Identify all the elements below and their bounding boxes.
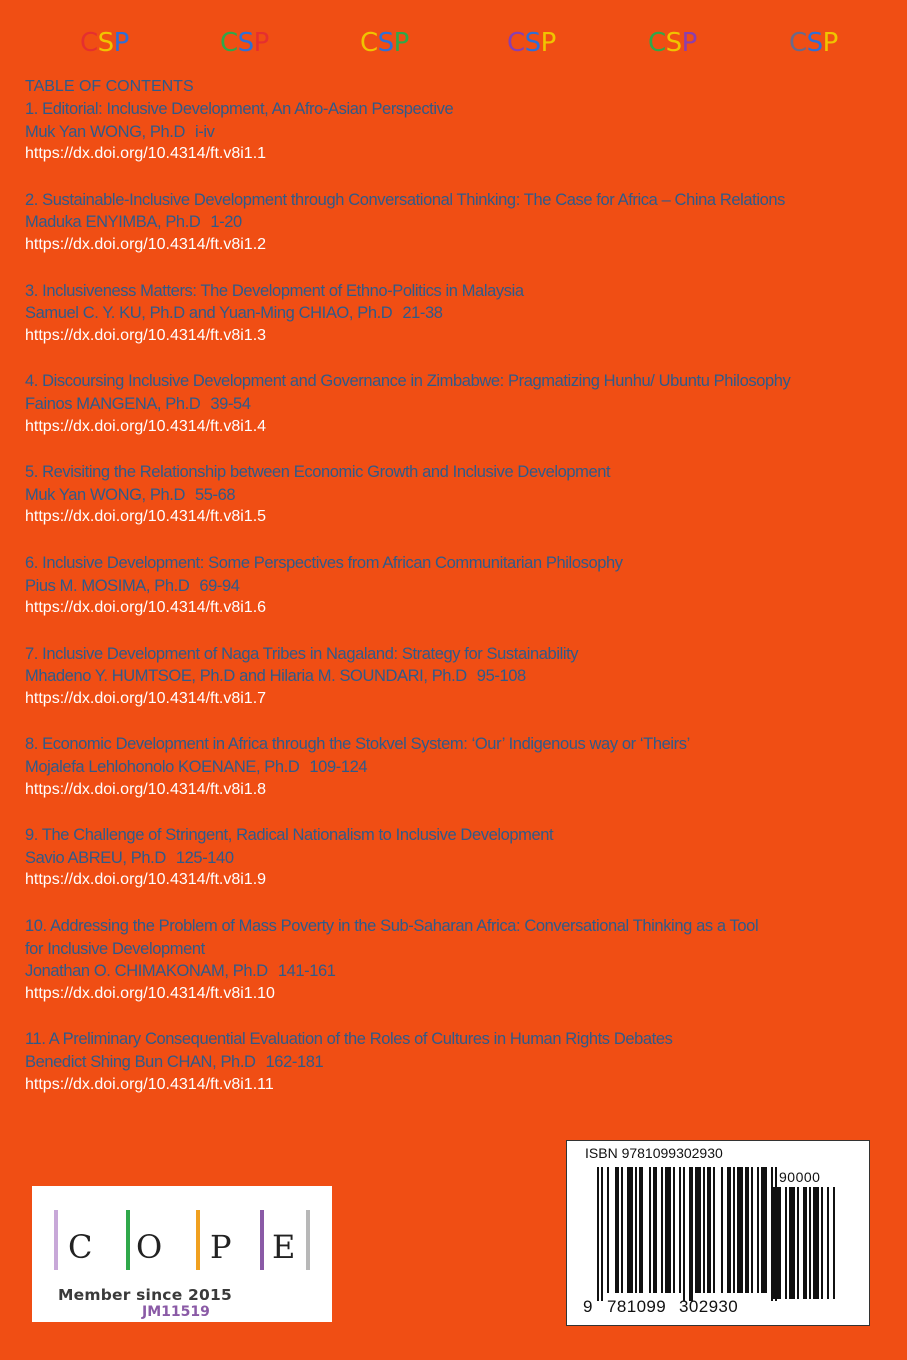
toc-entry-pages: 125-140 [175,848,234,867]
barcode-bar [661,1167,663,1293]
toc-entry-pages: i-iv [194,122,215,141]
toc-entry-pages: 162-181 [265,1053,324,1071]
addon-number: 90000 [779,1169,821,1185]
toc-entry [25,824,885,892]
toc-entry-byline [25,847,885,870]
addon-bars [773,1187,857,1301]
barcode-bar [689,1167,693,1301]
csp-logo-letter: S [377,28,394,58]
csp-logo-letter: C [507,28,525,58]
toc-entry-author: Muk Yan WONG, Ph.D [25,485,185,504]
cope-letter: P [210,1228,232,1266]
toc-entry-author: Mojalefa Lehlohonolo KOENANE, Ph.D [25,758,300,777]
barcode-bar [649,1167,651,1293]
toc-entry [25,552,885,620]
barcode-bar [597,1167,599,1301]
barcode-bar [827,1187,829,1299]
csp-logo-letter: S [665,28,682,58]
csp-logo-letter: C [220,28,238,58]
toc-entry-doi-link[interactable]: https://dx.doi.org/10.4314/ft.v8i1.8 [25,780,267,798]
barcode-bar [721,1167,723,1293]
toc-entry-doi-link[interactable]: https://dx.doi.org/10.4314/ft.v8i1.10 [25,984,275,1002]
csp-logo-letter: S [806,28,823,58]
barcode-bar [615,1167,619,1293]
barcode-bar [833,1187,835,1299]
cope-letter: C [68,1228,93,1266]
barcode-bar [757,1167,759,1293]
toc-entry-byline [25,393,885,416]
barcode-bar [695,1167,701,1293]
cope-divider-bar [260,1210,264,1270]
toc-entry-list [25,98,885,1096]
csp-logo-letter: P [113,28,129,58]
barcode-bar [607,1167,609,1293]
toc-entry-byline [25,1051,885,1074]
csp-logo [360,28,409,58]
barcode-digits-left: 781099 [607,1297,667,1316]
toc-entry-title: 9. The Challenge of Stringent, Radical Nationalism to Inclusive Development [25,826,554,845]
toc-entry [25,98,885,166]
toc-entry [25,370,885,438]
barcode-bar [621,1167,623,1293]
toc-entry-title: 4. Discoursing Inclusive Development and Governance in Zimbabwe: Pragmatizing Hunhu/ Ubuntu Philosophy [25,372,791,391]
toc-entry-pages: 55-68 [194,485,236,504]
toc-entry-author: Jonathan O. CHIMAKONAM, Ph.D [25,962,268,981]
toc-entry-author: Pius M. MOSIMA, Ph.D [25,576,190,595]
toc-entry-doi-link[interactable]: https://dx.doi.org/10.4314/ft.v8i1.7 [25,689,267,707]
toc-entry-byline [25,211,885,234]
csp-logo-letter: P [822,28,838,58]
toc-entry [25,461,885,529]
barcode-bar [813,1187,819,1299]
toc-entry-author: Benedict Shing Bun CHAN, Ph.D [25,1053,256,1071]
csp-logo-letter: P [253,28,269,58]
csp-logo [507,28,556,58]
toc-entry-author: Savio ABREU, Ph.D [25,848,166,867]
ean13-bars [597,1167,777,1301]
toc-entry-doi-link[interactable]: https://dx.doi.org/10.4314/ft.v8i1.6 [25,599,267,617]
toc-entry-doi-link[interactable]: https://dx.doi.org/10.4314/ft.v8i1.3 [25,326,267,344]
toc-entry [25,643,885,711]
toc-entry-pages: 21-38 [402,304,443,323]
toc-entry-pages: 95-108 [476,667,526,686]
toc-entry-doi-link[interactable]: https://dx.doi.org/10.4314/ft.v8i1.4 [25,417,267,435]
csp-logo-letter: S [524,28,541,58]
barcode-bar [733,1167,735,1293]
toc-entry-title: 6. Inclusive Development: Some Perspectives from African Communitarian Philosophy [25,553,623,572]
toc-entry-byline [25,302,885,325]
barcode-bar [777,1187,781,1299]
cope-divider-bar [54,1210,58,1270]
cope-divider-bar [126,1210,130,1270]
barcode-bar [673,1167,675,1293]
toc-entry-author: Muk Yan WONG, Ph.D [25,122,185,141]
barcode-bar [785,1187,787,1299]
barcode-bar [635,1167,637,1293]
cope-divider-bar [196,1210,200,1270]
cope-letter: O [136,1228,163,1266]
toc-entry-doi-link[interactable]: https://dx.doi.org/10.4314/ft.v8i1.1 [25,145,267,163]
csp-logo-letter: C [80,28,98,58]
toc-entry-pages: 109-124 [309,758,368,777]
toc-entry-title: 11. A Preliminary Consequential Evaluation of the Roles of Cultures in Human Rights Debates [25,1030,673,1049]
barcode-bar [761,1167,767,1293]
csp-logo-letter: C [789,28,807,58]
cope-letter: E [272,1228,296,1266]
toc-entry-pages: 1-20 [210,213,242,232]
toc-entry-byline [25,484,885,507]
csp-logo [220,28,269,58]
cope-member-id: JM11519 [142,1304,210,1320]
cope-logo [50,1210,312,1290]
csp-logo-letter: P [393,28,409,58]
barcode-bar [737,1167,743,1293]
toc-entry-doi-link[interactable]: https://dx.doi.org/10.4314/ft.v8i1.2 [25,235,267,253]
toc-entry [25,1028,885,1096]
toc-entry [25,280,885,348]
isbn-barcode [566,1140,870,1326]
barcode-bar [789,1187,795,1299]
toc-entry [25,733,885,801]
barcode-bar [627,1167,633,1293]
barcode-digits-right: 302930 [679,1297,739,1316]
toc-entry-byline [25,756,885,779]
barcode-digit-first: 9 [583,1297,593,1316]
barcode-bar [751,1167,753,1293]
barcode-bar [707,1167,711,1293]
toc-entry-title: 8. Economic Development in Africa through the Stokvel System: ‘Our’ Indigenous way or ‘Theirs’ [25,735,690,754]
toc-entry-doi-link[interactable]: https://dx.doi.org/10.4314/ft.v8i1.5 [25,508,267,526]
csp-logo [648,28,697,58]
csp-logo-letter: P [681,28,697,58]
cope-member-badge [32,1186,332,1322]
csp-logo [789,28,838,58]
barcode-bar [683,1167,685,1301]
toc-heading: TABLE OF CONTENTS [25,78,194,95]
toc-entry-doi-link[interactable]: https://dx.doi.org/10.4314/ft.v8i1.9 [25,871,267,889]
toc-entry-author: Mhadeno Y. HUMTSOE, Ph.D and Hilaria M. SOUNDARI, Ph.D [25,667,467,686]
barcode-bar [601,1167,603,1301]
table-of-contents [25,76,885,1119]
toc-entry-author: Samuel C. Y. KU, Ph.D and Yuan-Ming CHIAO, Ph.D [25,304,393,323]
barcode-bar [809,1187,811,1299]
toc-entry-pages: 141-161 [277,962,336,981]
barcode-bar [713,1167,715,1293]
barcode-bar [773,1187,775,1299]
toc-entry-title: 5. Revisiting the Relationship between Economic Growth and Inclusive Development [25,463,611,482]
barcode-bar [803,1187,807,1299]
isbn-label: ISBN 9781099302930 [585,1145,723,1161]
csp-logo-letter: C [648,28,666,58]
toc-entry-title: 10. Addressing the Problem of Mass Poverty in the Sub-Saharan Africa: Conversational Thinking as a Tool for Inclusive Development [25,917,759,958]
toc-entry [25,189,885,257]
toc-entry [25,915,885,1005]
barcode-bar [639,1167,643,1293]
toc-entry-author: Fainos MANGENA, Ph.D [25,394,201,413]
csp-logo-letter: S [237,28,254,58]
toc-entry-pages: 69-94 [199,576,240,595]
csp-logo-letter: P [540,28,556,58]
barcode-bar [653,1167,657,1293]
barcode-bar [797,1187,799,1299]
barcode-bar [679,1167,681,1293]
toc-entry-pages: 39-54 [210,394,251,413]
toc-entry-doi-link[interactable]: https://dx.doi.org/10.4314/ft.v8i1.11 [25,1075,274,1093]
toc-entry-byline [25,960,885,983]
toc-entry-byline [25,575,885,598]
cope-member-since: Member since 2015 [58,1286,232,1304]
toc-entry-author: Maduka ENYIMBA, Ph.D [25,213,201,232]
barcode-bar [727,1167,731,1293]
cope-letters [50,1210,312,1270]
cope-divider-bar [306,1210,310,1270]
csp-logo-letter: S [97,28,114,58]
publisher-logo-row [0,28,907,60]
barcode-bar [821,1187,823,1299]
toc-entry-title: 7. Inclusive Development of Naga Tribes in Nagaland: Strategy for Sustainability [25,644,579,663]
toc-entry-title: 1. Editorial: Inclusive Development, An Afro-Asian Perspective [25,100,454,118]
barcode-bar [745,1167,749,1293]
toc-entry-byline [25,665,885,688]
csp-logo-letter: C [360,28,378,58]
toc-entry-byline [25,121,885,144]
toc-entry-title: 3. Inclusiveness Matters: The Development of Ethno-Politics in Malaysia [25,281,524,300]
barcode-bar [703,1167,705,1293]
barcode-bar [665,1167,671,1293]
csp-logo [80,28,129,58]
toc-entry-title: 2. Sustainable-Inclusive Development through Conversational Thinking: The Case for Africa – China Relations [25,190,786,209]
